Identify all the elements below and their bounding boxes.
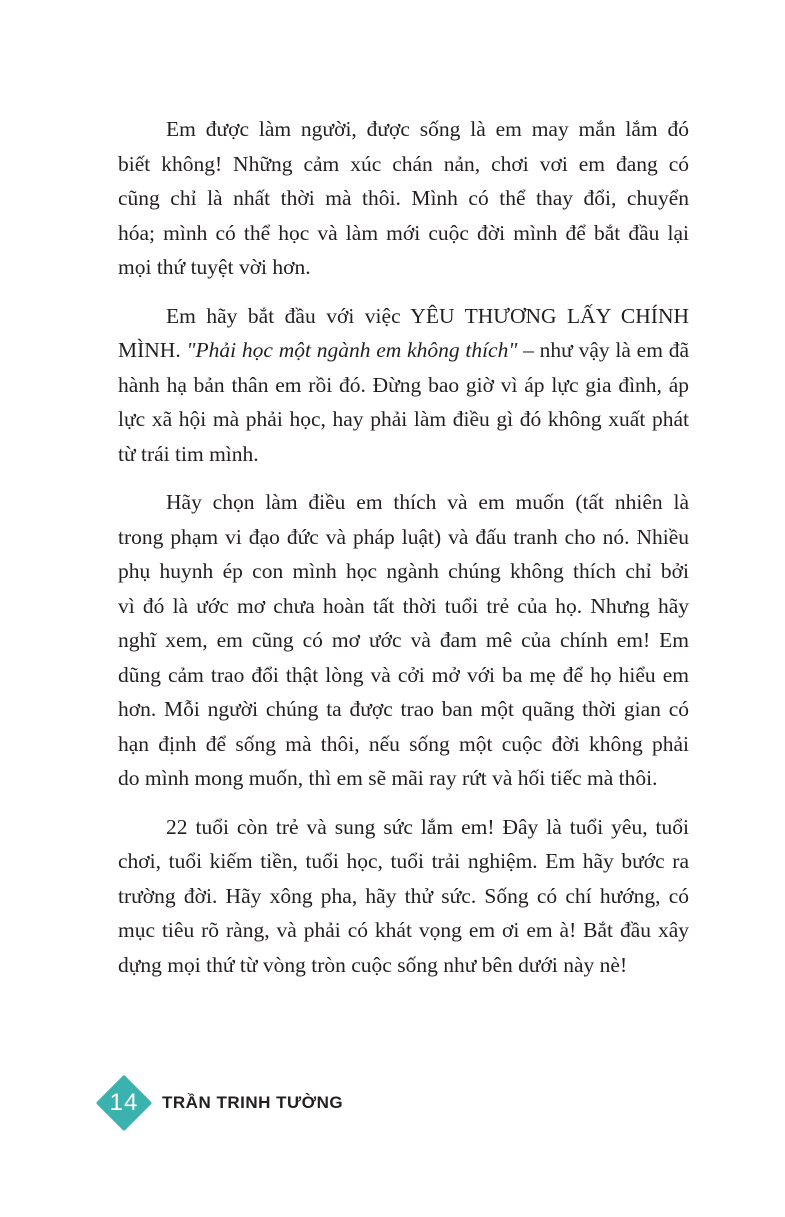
- italic-quote: "Phải học một ngành em không thích": [186, 338, 518, 362]
- paragraph-line-with-quote: MÌNH. "Phải học một ngành em không thích" – như vậy là em đã: [118, 338, 689, 362]
- page-number: 14: [109, 1089, 139, 1116]
- paragraph-line: Em được làm người, được sống là em may mắn lắm đó: [166, 117, 689, 141]
- paragraph-line: hạn định để sống mà thôi, nếu sống một cuộc đời không phải: [118, 731, 689, 756]
- paragraph-line: hành hạ bản thân em rồi đó. Đừng bao giờ vì áp lực gia đình, áp: [118, 372, 689, 397]
- paragraph-line: trường đời. Hãy xông pha, hãy thử sức. Sống có chí hướng, có: [118, 883, 689, 908]
- paragraph-line: lực xã hội mà phải học, hay phải làm điều gì đó không xuất phát: [118, 407, 689, 431]
- paragraph-line: biết không! Những cảm xúc chán nản, chơi vơi em đang có: [118, 151, 689, 176]
- paragraph-line: hóa; mình có thể học và làm mới cuộc đời mình để bắt đầu lại: [118, 220, 689, 245]
- paragraph-line: cũng chỉ là nhất thời mà thôi. Mình có thể thay đổi, chuyển: [118, 186, 689, 210]
- paragraph-line: vì đó là ước mơ chưa hoàn tất thời tuổi trẻ của họ. Nhưng hãy: [118, 593, 689, 618]
- paragraph-1: [118, 112, 689, 285]
- paragraph-line: hơn. Mỗi người chúng ta được trao ban một quãng thời gian có: [118, 697, 689, 721]
- paragraph-line: dũng cảm trao đổi thật lòng và cởi mở với ba mẹ để họ hiểu em: [118, 662, 689, 687]
- paragraph-4: [118, 810, 689, 983]
- paragraph-line: nghĩ xem, em cũng có mơ ước và đam mê của chính em! Em: [118, 628, 689, 652]
- paragraph-line: Em hãy bắt đầu với việc YÊU THƯƠNG LẤY CHÍNH: [166, 303, 689, 328]
- paragraph-line: 22 tuổi còn trẻ và sung sức lắm em! Đây là tuổi yêu, tuổi: [166, 814, 689, 839]
- paragraph-line: trong phạm vi đạo đức và pháp luật) và đấu tranh cho nó. Nhiều: [118, 524, 689, 549]
- page-body: [118, 112, 689, 996]
- page-number-badge: [96, 1075, 152, 1131]
- author-name: TRẦN TRINH TƯỜNG: [162, 1093, 344, 1112]
- paragraph-line: do mình mong muốn, thì em sẽ mãi ray rứt và hối tiếc mà thôi.: [118, 766, 658, 790]
- paragraph-line: từ trái tim mình.: [118, 441, 259, 466]
- paragraph-2: [118, 299, 689, 472]
- paragraph-line: chơi, tuổi kiếm tiền, tuổi học, tuổi trải nghiệm. Em hãy bước ra: [118, 849, 689, 873]
- paragraph-3: [118, 485, 689, 796]
- paragraph-line: mục tiêu rõ ràng, và phải có khát vọng em ơi em à! Bắt đầu xây: [118, 918, 689, 942]
- paragraph-line: phụ huynh ép con mình học ngành chúng không thích chỉ bởi: [118, 559, 689, 583]
- paragraph-line: mọi thứ tuyệt vời hơn.: [118, 255, 311, 279]
- page-footer: [96, 1073, 343, 1133]
- paragraph-line: Hãy chọn làm điều em thích và em muốn (tất nhiên là: [166, 490, 689, 514]
- paragraph-line: dựng mọi thứ từ vòng tròn cuộc sống như bên dưới này nè!: [118, 952, 628, 977]
